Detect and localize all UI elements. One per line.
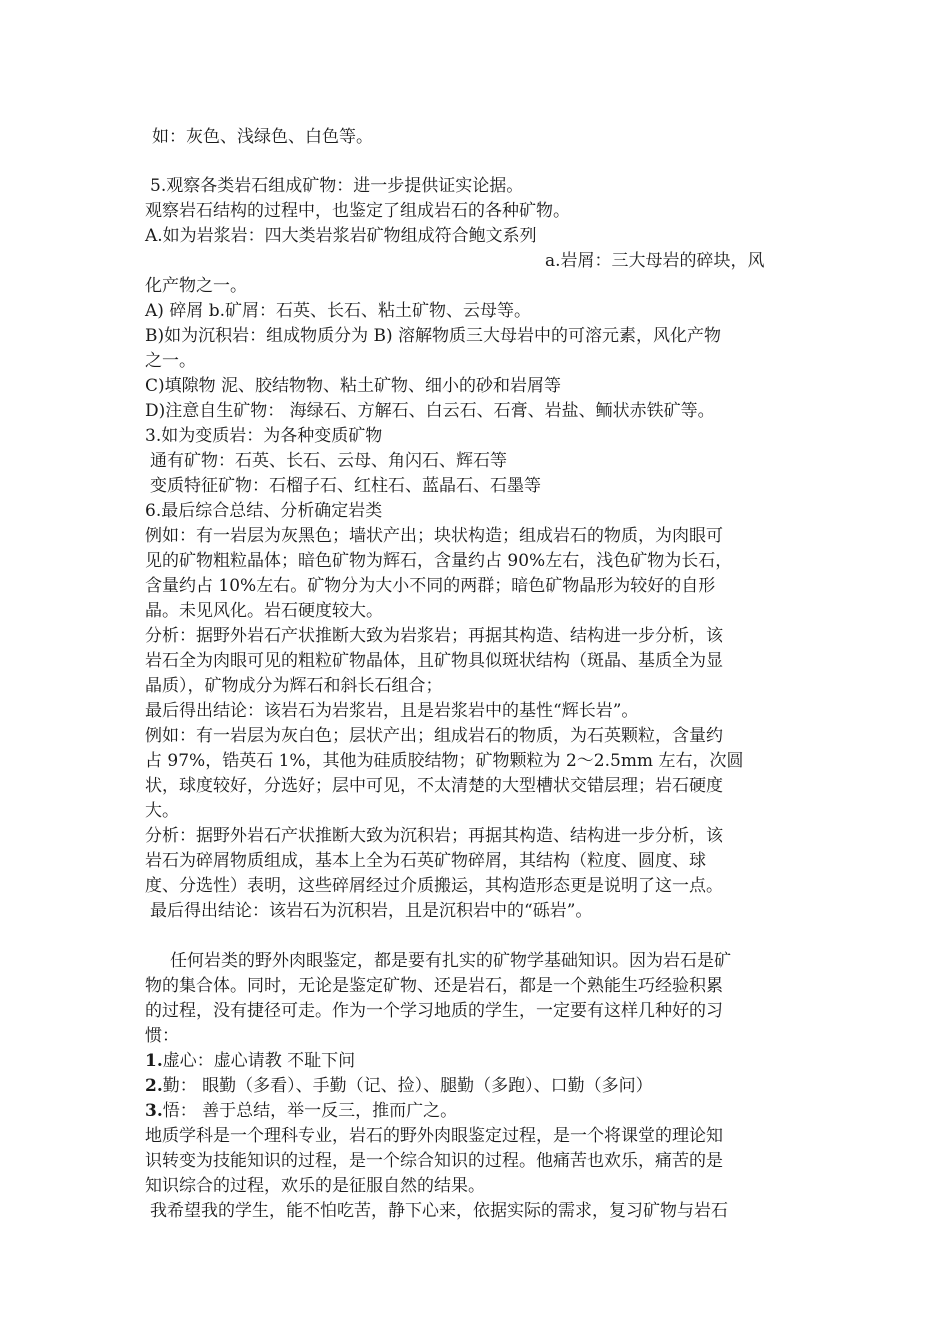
text-line: 含量约占 10%左右。矿物分为大小不同的两群；暗色矿物晶形为较好的自形	[145, 576, 716, 596]
habit-item	[145, 1049, 355, 1073]
text-line: 通有矿物：石英、长石、云母、角闪石、辉石等	[150, 451, 507, 471]
text-line: 见的矿物粗粒晶体；暗色矿物为辉石，含量约占 90%左右，浅色矿物为长石，	[145, 551, 733, 571]
text-line: 例如：有一岩层为灰黑色；墙状产出；块状构造；组成岩石的物质，为肉眼可	[145, 526, 723, 546]
text-line: 任何岩类的野外肉眼鉴定，都是要有扎实的矿物学基础知识。因为岩石是矿	[170, 951, 731, 971]
text-line: 我希望我的学生，能不怕吃苦，静下心来，依据实际的需求，复习矿物与岩石	[150, 1201, 728, 1221]
text-line: 晶。未见风化。岩石硬度较大。	[145, 601, 383, 621]
habit-text: 虚心：虚心请教 不耻下问	[162, 1051, 356, 1071]
text-line: 地质学科是一个理科专业，岩石的野外肉眼鉴定过程，是一个将课堂的理论知	[145, 1126, 723, 1146]
text-line: 岩石全为肉眼可见的粗粒矿物晶体，且矿物具似斑状结构（斑晶、基质全为显	[145, 651, 723, 671]
section-heading: 3.如为变质岩：为各种变质矿物	[145, 426, 383, 446]
text-line: 岩石为碎屑物质组成，基本上全为石英矿物碎屑，其结构（粒度、圆度、球	[145, 851, 706, 871]
text-line: 如：灰色、浅绿色、白色等。	[152, 127, 373, 147]
text-line: D)注意自生矿物： 海绿石、方解石、白云石、石膏、岩盐、鲕状赤铁矿等。	[145, 401, 715, 421]
habit-number: 1.	[145, 1051, 163, 1071]
text-line: 变质特征矿物：石榴子石、红柱石、蓝晶石、石墨等	[150, 476, 541, 496]
habit-text: 悟： 善于总结，举一反三，推而广之。	[162, 1101, 458, 1121]
text-line: 分析：据野外岩石产状推断大致为岩浆岩；再据其构造、结构进一步分析，该	[145, 626, 723, 646]
text-line: 大。	[145, 801, 179, 821]
text-line: A.如为岩浆岩：四大类岩浆岩矿物组成符合鲍文系列	[145, 226, 537, 246]
habit-item	[145, 1074, 653, 1098]
text-line: 惯：	[145, 1026, 179, 1046]
habit-item	[145, 1099, 457, 1123]
text-line: 例如：有一岩层为灰白色；层状产出；组成岩石的物质，为石英颗粒，含量约	[145, 726, 723, 746]
text-line: 之一。	[145, 351, 196, 371]
text-line: 最后得出结论：该岩石为岩浆岩，且是岩浆岩中的基性“辉长岩”。	[145, 701, 639, 721]
habit-number: 3.	[145, 1101, 163, 1121]
text-line: C)填隙物 泥、胶结物物、粘土矿物、细小的砂和岩屑等	[145, 376, 562, 396]
text-line: 最后得出结论：该岩石为沉积岩，且是沉积岩中的“砾岩”。	[150, 901, 593, 921]
text-line: 占 97%，锆英石 1%，其他为硅质胶结物；矿物颗粒为 2～2.5mm 左右，次圆	[145, 751, 744, 771]
text-line: 化产物之一。	[145, 276, 247, 296]
text-line: 分析：据野外岩石产状推断大致为沉积岩；再据其构造、结构进一步分析，该	[145, 826, 723, 846]
text-line: 度、分选性）表明，这些碎屑经过介质搬运，其构造形态更是说明了这一点。	[145, 876, 723, 896]
habit-number: 2.	[145, 1076, 163, 1096]
text-line: 的过程，没有捷径可走。作为一个学习地质的学生，一定要有这样几种好的习	[145, 1001, 723, 1021]
section-heading: 6.最后综合总结、分析确定岩类	[145, 501, 383, 521]
text-line: B)如为沉积岩：组成物质分为 B) 溶解物质三大母岩中的可溶元素，风化产物	[145, 326, 722, 346]
text-line: A) 碎屑 b.矿屑：石英、长石、粘土矿物、云母等。	[145, 301, 532, 321]
section-heading: 5.观察各类岩石组成矿物：进一步提供证实论据。	[150, 176, 524, 196]
text-line: 知识综合的过程，欢乐的是征服自然的结果。	[145, 1176, 485, 1196]
text-line: 观察岩石结构的过程中，也鉴定了组成岩石的各种矿物。	[145, 201, 570, 221]
text-line: 晶质），矿物成分为辉石和斜长石组合；	[145, 676, 443, 696]
text-line: 物的集合体。同时，无论是鉴定矿物、还是岩石，都是一个熟能生巧经验积累	[145, 976, 723, 996]
text-line: a.岩屑：三大母岩的碎块，风	[545, 251, 765, 271]
habit-text: 勤： 眼勤（多看）、手勤（记、捡）、腿勤（多跑）、口勤（多问）	[162, 1076, 653, 1096]
text-line: 识转变为技能知识的过程，是一个综合知识的过程。他痛苦也欢乐，痛苦的是	[145, 1151, 723, 1171]
text-line: 状，球度较好，分选好；层中可见，不太清楚的大型槽状交错层理；岩石硬度	[145, 776, 723, 796]
